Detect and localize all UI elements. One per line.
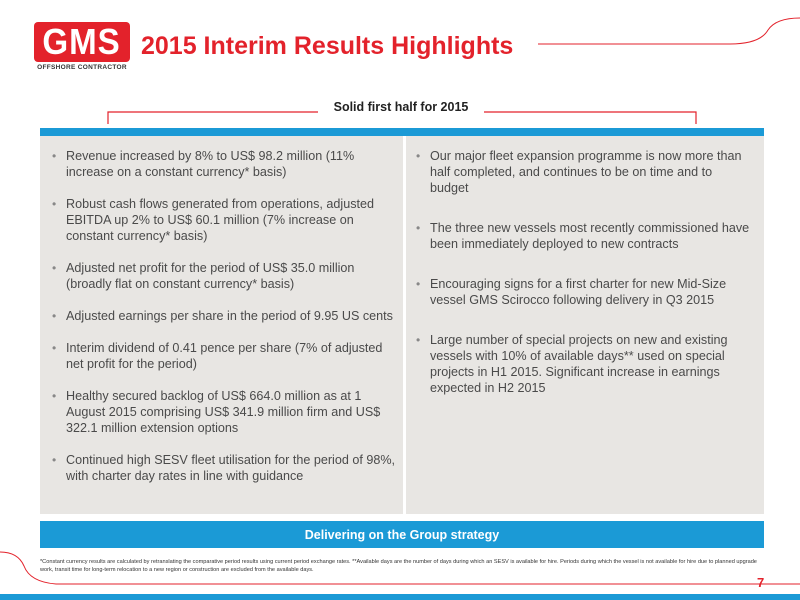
bullet-item: • Healthy secured backlog of US$ 664.0 million as at 1 August 2015 comprising US$ 341.9 million firm and US$ 322.1 million extension options bbox=[52, 389, 381, 435]
page-title: 2015 Interim Results Highlights bbox=[141, 32, 514, 60]
bullet-icon: • bbox=[52, 261, 57, 275]
bullet-item: • Revenue increased by 8% to US$ 98.2 million (11% increase on a constant currency* basis) bbox=[52, 149, 355, 179]
bullet-item: • Our major fleet expansion programme is now more than half completed, and continues to be on time and to budget bbox=[416, 149, 742, 195]
bullet-item: • Interim dividend of 0.41 pence per share (7% of adjusted net profit for the period) bbox=[52, 341, 383, 371]
bullet-item: • Encouraging signs for a first charter for new Mid-Size vessel GMS Scirocco following delivery in Q3 2015 bbox=[416, 277, 727, 307]
bullet-item: • Continued high SESV fleet utilisation for the period of 98%, with charter day rates in line with guidance bbox=[52, 453, 396, 483]
bullet-icon: • bbox=[416, 221, 421, 235]
top-accent-bar bbox=[40, 128, 764, 136]
logo-tagline: OFFSHORE CONTRACTOR bbox=[37, 64, 127, 71]
footer-banner-label: Delivering on the Group strategy bbox=[304, 527, 500, 542]
bullet-icon: • bbox=[416, 277, 421, 291]
logo-mark-box bbox=[34, 22, 130, 62]
section-heading: Solid first half for 2015 bbox=[333, 100, 469, 114]
bullet-item: • Large number of special projects on new and existing vessels with 10% of available days** used on special projects in H1 2015. Significant increase in earnings expected in H2 2015 bbox=[416, 333, 728, 395]
bullet-icon: • bbox=[52, 453, 57, 467]
bullet-item: • Adjusted net profit for the period of US$ 35.0 million (broadly flat on constant currency* basis) bbox=[52, 261, 355, 291]
bottom-accent-strip bbox=[0, 594, 800, 600]
bullet-icon: • bbox=[52, 341, 57, 355]
bullet-icon: • bbox=[416, 149, 421, 163]
company-logo bbox=[34, 22, 130, 74]
bullet-icon: • bbox=[52, 389, 57, 403]
footer-banner bbox=[40, 521, 764, 548]
bullet-item: • Adjusted earnings per share in the period of 9.95 US cents bbox=[52, 309, 393, 323]
left-bullet-list bbox=[52, 148, 397, 500]
left-panel bbox=[40, 136, 403, 514]
bullet-icon: • bbox=[52, 149, 57, 163]
bullet-icon: • bbox=[416, 333, 421, 347]
logo-mark: GMS bbox=[42, 21, 122, 62]
right-bullet-list bbox=[416, 148, 751, 420]
footnote: *Constant currency results are calculated by retranslating the comparative period results using current period exchange rates. **Available days are the number of days during which an SESV is available for hire. Periods during which the vessel is not available for hire due to planned upgrade work, transit time for long-term relocation to a new region or construction are excluded from the available days. bbox=[40, 559, 757, 573]
bullet-icon: • bbox=[52, 309, 57, 323]
bullet-item: • The three new vessels most recently commissioned have been immediately deployed to new contracts bbox=[416, 221, 750, 251]
bullet-icon: • bbox=[52, 197, 57, 211]
page-number: 7 bbox=[757, 575, 765, 590]
bullet-item: • Robust cash flows generated from operations, adjusted EBITDA up 2% to US$ 60.1 million (7% increase on constant currency* basis) bbox=[52, 197, 375, 243]
right-panel bbox=[406, 136, 764, 514]
